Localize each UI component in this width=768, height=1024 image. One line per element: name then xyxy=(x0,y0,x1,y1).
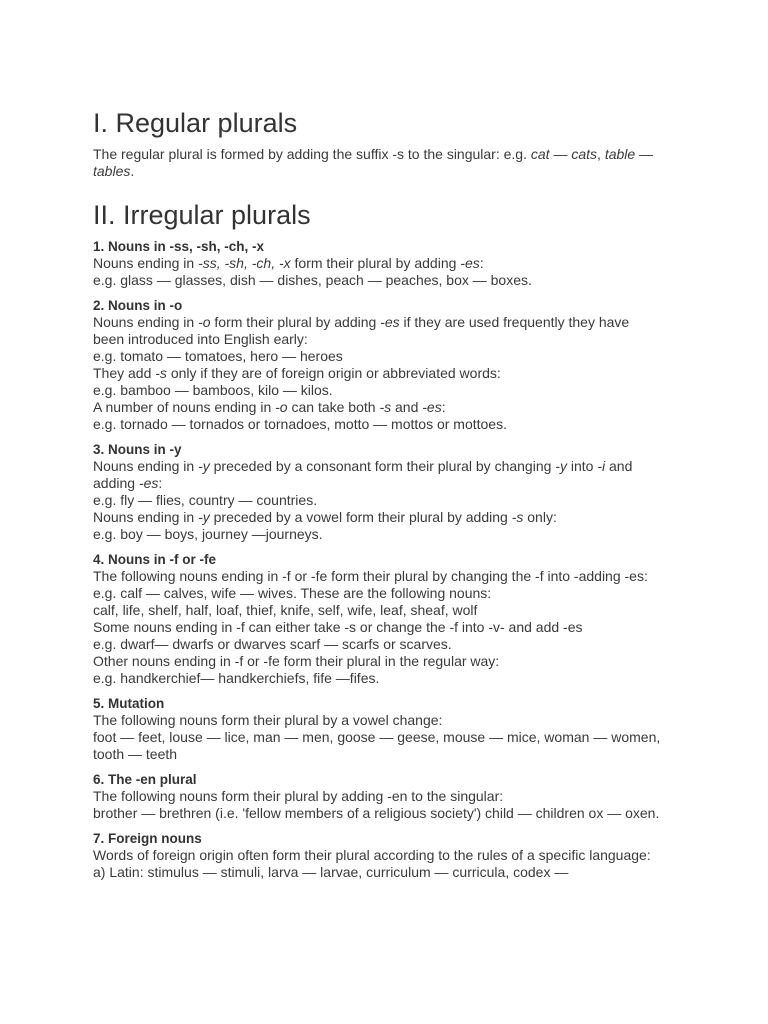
section-line: The following nouns form their plural by adding -en to the singular: xyxy=(93,788,504,804)
section-line: Other nouns ending in -f or -fe form their plural in the regular way: xyxy=(93,653,500,669)
section-3 xyxy=(93,441,663,543)
irregular-sections xyxy=(93,238,663,889)
section-line: e.g. glass — glasses, dish — dishes, peach — peaches, box — boxes. xyxy=(93,272,532,288)
section-line: The following nouns form their plural by a vowel change: xyxy=(93,712,443,728)
section-2 xyxy=(93,297,663,433)
section-line: foot — feet, louse — lice, man — men, goose — geese, mouse — mice, woman — women, tooth — teeth xyxy=(93,729,661,762)
regular-plurals-heading: I. Regular plurals xyxy=(93,108,298,138)
section-4 xyxy=(93,551,663,687)
section-heading: 6. The -en plural xyxy=(93,772,197,787)
section-line: Some nouns ending in -f can either take -s or change the -f into -v- and add -es xyxy=(93,619,583,635)
section-line: e.g. calf — calves, wife — wives. These are the following nouns: xyxy=(93,585,492,601)
section-line: Nouns ending in -ss, -sh, -ch, -x form their plural by adding -es: xyxy=(93,255,484,271)
section-line: brother — brethren (i.e. 'fellow members of a religious society') child — children ox — oxen. xyxy=(93,805,660,821)
section-line: e.g. tomato — tomatoes, hero — heroes xyxy=(93,348,343,364)
section-heading: 4. Nouns in -f or -fe xyxy=(93,552,216,567)
section-1 xyxy=(93,238,663,289)
section-line: e.g. fly — flies, country — countries. xyxy=(93,492,318,508)
section-line: Nouns ending in -y preceded by a consonant form their plural by changing -y into -i and adding -es: xyxy=(93,458,633,491)
section-heading: 1. Nouns in -ss, -sh, -ch, -x xyxy=(93,239,265,254)
section-line: Nouns ending in -o form their plural by adding -es if they are used frequently they have been introduced into English early: xyxy=(93,314,630,347)
section-line: a) Latin: stimulus — stimuli, larva — larvae, curriculum — curricula, codex — xyxy=(93,864,569,880)
section-6 xyxy=(93,771,663,822)
section-heading: 3. Nouns in -y xyxy=(93,442,182,457)
section-line: The following nouns ending in -f or -fe form their plural by changing the -f into -adding -es: xyxy=(93,568,648,584)
section-line: e.g. dwarf— dwarfs or dwarves scarf — scarfs or scarves. xyxy=(93,636,452,652)
section-heading: 7. Foreign nouns xyxy=(93,831,202,846)
irregular-plurals-heading: II. Irregular plurals xyxy=(93,200,311,230)
section-line: Words of foreign origin often form their plural according to the rules of a specific language: xyxy=(93,847,651,863)
section-line: A number of nouns ending in -o can take both -s and -es: xyxy=(93,399,446,415)
section-line: calf, life, shelf, half, loaf, thief, knife, self, wife, leaf, sheaf, wolf xyxy=(93,602,478,618)
section-line: They add -s only if they are of foreign origin or abbreviated words: xyxy=(93,365,501,381)
section-line: e.g. boy — boys, journey —journeys. xyxy=(93,526,323,542)
section-7 xyxy=(93,830,663,881)
section-line: e.g. handkerchief— handkerchiefs, fife —fifes. xyxy=(93,670,380,686)
section-heading: 2. Nouns in -o xyxy=(93,298,183,313)
section-heading: 5. Mutation xyxy=(93,696,165,711)
section-line: e.g. bamboo — bamboos, kilo — kilos. xyxy=(93,382,333,398)
regular-plurals-text: The regular plural is formed by adding the suffix -s to the singular: e.g. cat — cats, table — tables. xyxy=(93,146,654,179)
section-line: e.g. tornado — tornados or tornadoes, motto — mottos or mottoes. xyxy=(93,416,507,432)
section-5 xyxy=(93,695,663,763)
section-line: Nouns ending in -y preceded by a vowel form their plural by adding -s only: xyxy=(93,509,557,525)
